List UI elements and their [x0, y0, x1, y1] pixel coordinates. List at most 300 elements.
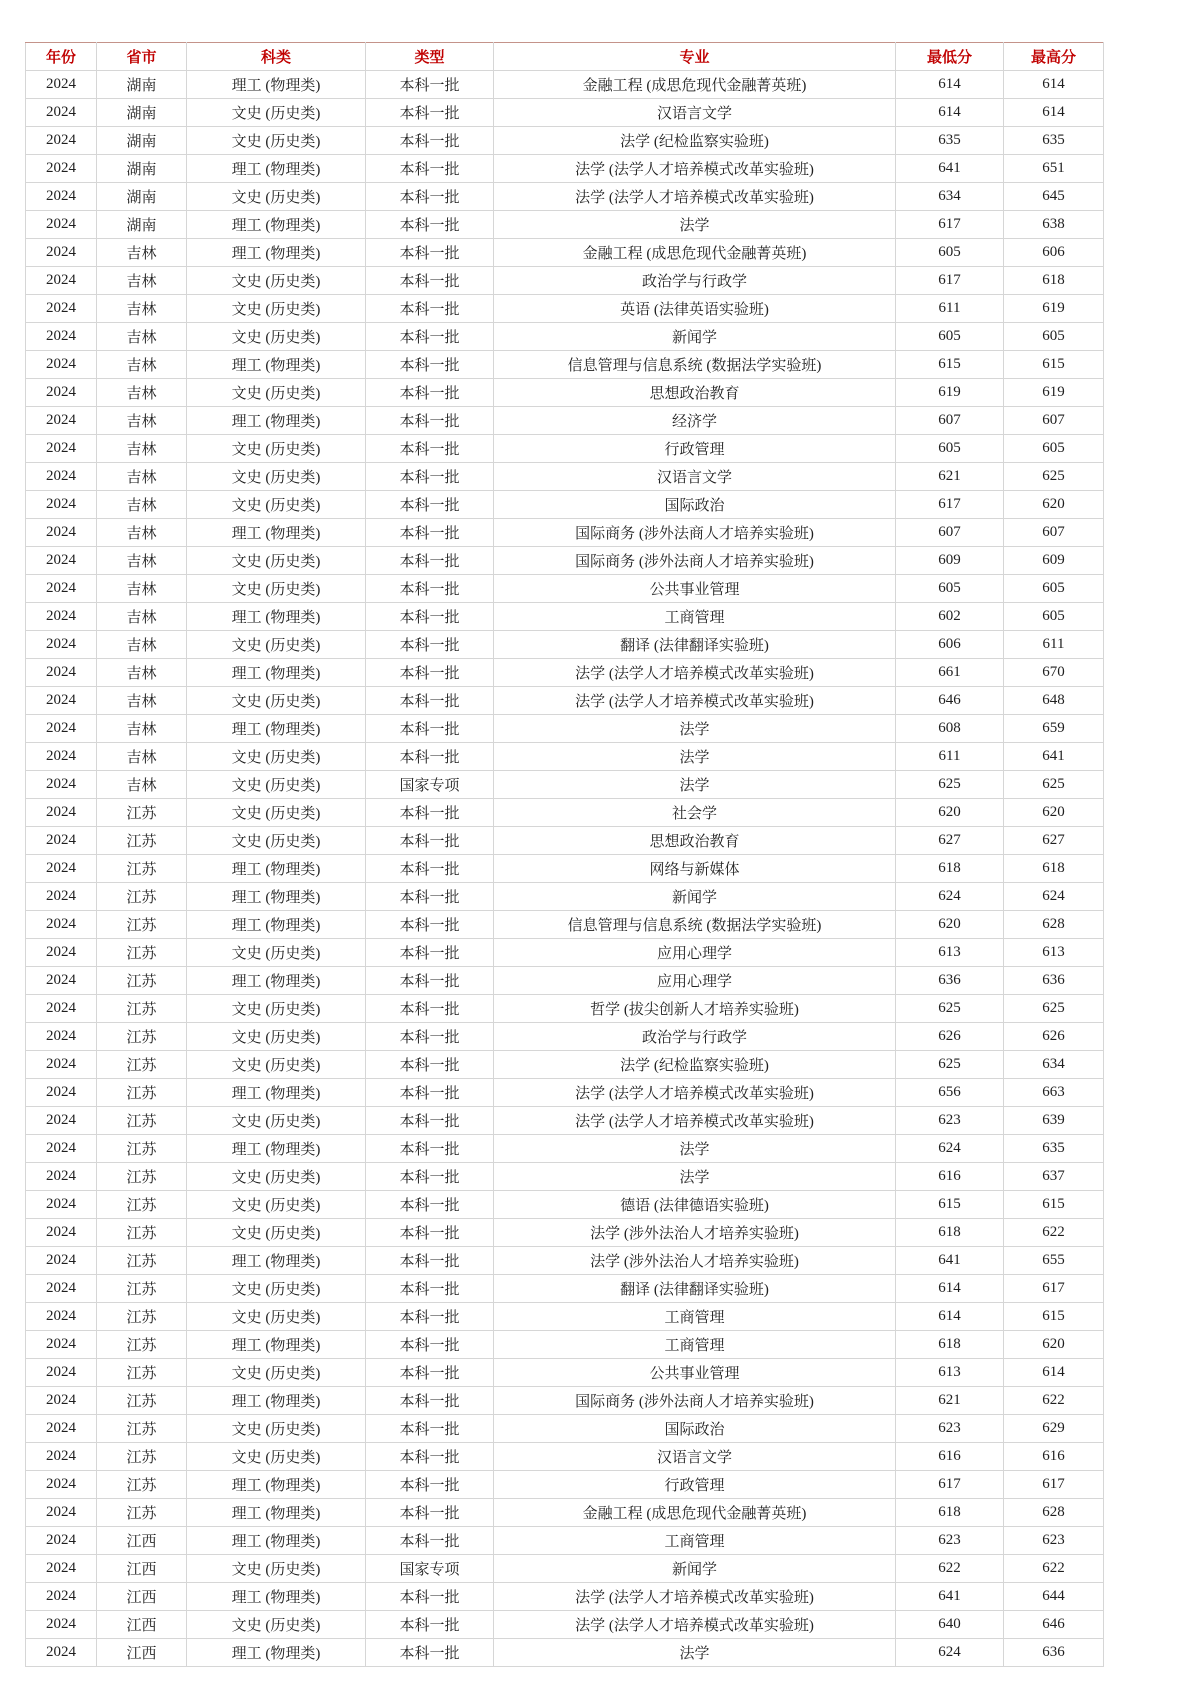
cell-province: 江苏: [97, 799, 187, 827]
cell-min-score: 622: [896, 1555, 1004, 1583]
cell-province: 江西: [97, 1639, 187, 1667]
cell-major: 法学 (法学人才培养模式改革实验班): [494, 183, 896, 211]
cell-category: 文史 (历史类): [187, 743, 366, 771]
cell-major: 法学: [494, 1639, 896, 1667]
cell-category: 文史 (历史类): [187, 323, 366, 351]
cell-batch-type: 本科一批: [366, 659, 494, 687]
table-row: [26, 1135, 1104, 1163]
cell-year: 2024: [26, 631, 97, 659]
cell-year: 2024: [26, 127, 97, 155]
cell-year: 2024: [26, 1135, 97, 1163]
cell-max-score: 627: [1004, 827, 1104, 855]
cell-category: 理工 (物理类): [187, 239, 366, 267]
cell-category: 文史 (历史类): [187, 379, 366, 407]
cell-batch-type: 本科一批: [366, 435, 494, 463]
cell-major: 行政管理: [494, 435, 896, 463]
cell-min-score: 611: [896, 295, 1004, 323]
cell-major: 法学: [494, 211, 896, 239]
table-row: [26, 1471, 1104, 1499]
cell-max-score: 616: [1004, 1443, 1104, 1471]
cell-major: 国际政治: [494, 491, 896, 519]
cell-category: 理工 (物理类): [187, 715, 366, 743]
table-row: [26, 1247, 1104, 1275]
table-row: [26, 1639, 1104, 1667]
cell-year: 2024: [26, 1331, 97, 1359]
cell-province: 江苏: [97, 1387, 187, 1415]
table-row: [26, 715, 1104, 743]
cell-major: 工商管理: [494, 603, 896, 631]
cell-major: 金融工程 (成思危现代金融菁英班): [494, 71, 896, 99]
cell-batch-type: 本科一批: [366, 295, 494, 323]
cell-category: 理工 (物理类): [187, 519, 366, 547]
table-row: [26, 743, 1104, 771]
cell-category: 文史 (历史类): [187, 631, 366, 659]
cell-year: 2024: [26, 687, 97, 715]
cell-year: 2024: [26, 1247, 97, 1275]
table-row: [26, 239, 1104, 267]
cell-max-score: 645: [1004, 183, 1104, 211]
table-row: [26, 491, 1104, 519]
cell-batch-type: 本科一批: [366, 491, 494, 519]
cell-year: 2024: [26, 1219, 97, 1247]
cell-category: 理工 (物理类): [187, 883, 366, 911]
cell-year: 2024: [26, 1527, 97, 1555]
table-row: [26, 1023, 1104, 1051]
cell-province: 江苏: [97, 1135, 187, 1163]
cell-major: 法学: [494, 771, 896, 799]
cell-year: 2024: [26, 1163, 97, 1191]
cell-year: 2024: [26, 295, 97, 323]
col-header-category: 科类: [187, 43, 366, 71]
cell-max-score: 663: [1004, 1079, 1104, 1107]
cell-year: 2024: [26, 1359, 97, 1387]
cell-major: 信息管理与信息系统 (数据法学实验班): [494, 911, 896, 939]
cell-min-score: 626: [896, 1023, 1004, 1051]
table-row: [26, 603, 1104, 631]
cell-category: 文史 (历史类): [187, 1303, 366, 1331]
cell-batch-type: 本科一批: [366, 715, 494, 743]
table-row: [26, 71, 1104, 99]
cell-major: 汉语言文学: [494, 463, 896, 491]
cell-batch-type: 本科一批: [366, 1303, 494, 1331]
cell-min-score: 624: [896, 1639, 1004, 1667]
cell-category: 文史 (历史类): [187, 1611, 366, 1639]
cell-major: 应用心理学: [494, 939, 896, 967]
cell-min-score: 618: [896, 855, 1004, 883]
cell-max-score: 659: [1004, 715, 1104, 743]
cell-year: 2024: [26, 267, 97, 295]
cell-major: 社会学: [494, 799, 896, 827]
cell-year: 2024: [26, 1051, 97, 1079]
cell-max-score: 622: [1004, 1387, 1104, 1415]
cell-province: 江苏: [97, 995, 187, 1023]
cell-batch-type: 本科一批: [366, 1079, 494, 1107]
cell-category: 理工 (物理类): [187, 1471, 366, 1499]
cell-min-score: 605: [896, 575, 1004, 603]
cell-min-score: 640: [896, 1611, 1004, 1639]
cell-year: 2024: [26, 491, 97, 519]
cell-year: 2024: [26, 407, 97, 435]
cell-min-score: 625: [896, 1051, 1004, 1079]
cell-major: 经济学: [494, 407, 896, 435]
cell-min-score: 620: [896, 799, 1004, 827]
cell-year: 2024: [26, 323, 97, 351]
cell-min-score: 618: [896, 1499, 1004, 1527]
cell-batch-type: 本科一批: [366, 99, 494, 127]
cell-min-score: 606: [896, 631, 1004, 659]
cell-province: 江苏: [97, 1499, 187, 1527]
cell-batch-type: 本科一批: [366, 407, 494, 435]
table-row: [26, 855, 1104, 883]
cell-min-score: 621: [896, 463, 1004, 491]
cell-major: 金融工程 (成思危现代金融菁英班): [494, 239, 896, 267]
cell-major: 行政管理: [494, 1471, 896, 1499]
cell-major: 公共事业管理: [494, 1359, 896, 1387]
cell-max-score: 641: [1004, 743, 1104, 771]
cell-province: 湖南: [97, 127, 187, 155]
cell-min-score: 661: [896, 659, 1004, 687]
table-row: [26, 1163, 1104, 1191]
cell-category: 理工 (物理类): [187, 659, 366, 687]
table-row: [26, 911, 1104, 939]
cell-min-score: 615: [896, 351, 1004, 379]
table-row: [26, 295, 1104, 323]
cell-max-score: 605: [1004, 435, 1104, 463]
col-header-major: 专业: [494, 43, 896, 71]
cell-batch-type: 国家专项: [366, 771, 494, 799]
cell-major: 法学: [494, 1163, 896, 1191]
cell-province: 湖南: [97, 99, 187, 127]
cell-batch-type: 本科一批: [366, 603, 494, 631]
cell-category: 文史 (历史类): [187, 547, 366, 575]
cell-year: 2024: [26, 883, 97, 911]
table-row: [26, 659, 1104, 687]
cell-province: 吉林: [97, 715, 187, 743]
cell-min-score: 641: [896, 1583, 1004, 1611]
table-row: [26, 1387, 1104, 1415]
cell-max-score: 618: [1004, 267, 1104, 295]
cell-category: 文史 (历史类): [187, 939, 366, 967]
cell-max-score: 620: [1004, 1331, 1104, 1359]
cell-province: 湖南: [97, 211, 187, 239]
cell-max-score: 624: [1004, 883, 1104, 911]
table-row: [26, 631, 1104, 659]
cell-batch-type: 本科一批: [366, 71, 494, 99]
cell-category: 文史 (历史类): [187, 771, 366, 799]
cell-major: 国际商务 (涉外法商人才培养实验班): [494, 1387, 896, 1415]
cell-province: 江苏: [97, 827, 187, 855]
table-header-row: [26, 43, 1104, 71]
cell-min-score: 623: [896, 1415, 1004, 1443]
cell-year: 2024: [26, 575, 97, 603]
cell-max-score: 648: [1004, 687, 1104, 715]
cell-max-score: 622: [1004, 1219, 1104, 1247]
cell-category: 理工 (物理类): [187, 1331, 366, 1359]
cell-year: 2024: [26, 351, 97, 379]
cell-batch-type: 本科一批: [366, 323, 494, 351]
cell-batch-type: 本科一批: [366, 463, 494, 491]
table-row: [26, 771, 1104, 799]
cell-min-score: 620: [896, 911, 1004, 939]
cell-category: 理工 (物理类): [187, 1247, 366, 1275]
cell-batch-type: 本科一批: [366, 1415, 494, 1443]
cell-max-score: 611: [1004, 631, 1104, 659]
cell-max-score: 620: [1004, 799, 1104, 827]
cell-batch-type: 本科一批: [366, 911, 494, 939]
cell-year: 2024: [26, 827, 97, 855]
cell-major: 翻译 (法律翻译实验班): [494, 1275, 896, 1303]
cell-province: 江苏: [97, 855, 187, 883]
cell-year: 2024: [26, 799, 97, 827]
cell-year: 2024: [26, 1415, 97, 1443]
table-row: [26, 519, 1104, 547]
table-header: [26, 43, 1104, 71]
cell-province: 吉林: [97, 379, 187, 407]
table-row: [26, 127, 1104, 155]
cell-year: 2024: [26, 603, 97, 631]
cell-province: 吉林: [97, 491, 187, 519]
cell-min-score: 634: [896, 183, 1004, 211]
cell-province: 吉林: [97, 407, 187, 435]
cell-min-score: 627: [896, 827, 1004, 855]
cell-major: 工商管理: [494, 1331, 896, 1359]
cell-min-score: 625: [896, 771, 1004, 799]
cell-batch-type: 本科一批: [366, 127, 494, 155]
cell-category: 理工 (物理类): [187, 71, 366, 99]
cell-min-score: 617: [896, 491, 1004, 519]
table-row: [26, 155, 1104, 183]
table-row: [26, 799, 1104, 827]
cell-max-score: 619: [1004, 295, 1104, 323]
cell-year: 2024: [26, 547, 97, 575]
cell-min-score: 617: [896, 211, 1004, 239]
cell-batch-type: 本科一批: [366, 1527, 494, 1555]
cell-category: 文史 (历史类): [187, 1163, 366, 1191]
cell-province: 吉林: [97, 687, 187, 715]
cell-min-score: 613: [896, 1359, 1004, 1387]
cell-category: 文史 (历史类): [187, 1415, 366, 1443]
cell-max-score: 655: [1004, 1247, 1104, 1275]
cell-major: 国际政治: [494, 1415, 896, 1443]
cell-year: 2024: [26, 743, 97, 771]
cell-category: 文史 (历史类): [187, 1051, 366, 1079]
cell-category: 文史 (历史类): [187, 127, 366, 155]
cell-major: 法学 (法学人才培养模式改革实验班): [494, 659, 896, 687]
cell-batch-type: 本科一批: [366, 1247, 494, 1275]
cell-category: 文史 (历史类): [187, 995, 366, 1023]
cell-year: 2024: [26, 1275, 97, 1303]
cell-batch-type: 本科一批: [366, 519, 494, 547]
cell-max-score: 638: [1004, 211, 1104, 239]
cell-province: 江苏: [97, 1443, 187, 1471]
cell-min-score: 605: [896, 323, 1004, 351]
cell-major: 法学 (法学人才培养模式改革实验班): [494, 1079, 896, 1107]
cell-year: 2024: [26, 1387, 97, 1415]
cell-category: 文史 (历史类): [187, 1107, 366, 1135]
cell-min-score: 618: [896, 1219, 1004, 1247]
cell-major: 法学 (法学人才培养模式改革实验班): [494, 687, 896, 715]
cell-province: 湖南: [97, 155, 187, 183]
cell-category: 文史 (历史类): [187, 1275, 366, 1303]
table-row: [26, 379, 1104, 407]
cell-province: 吉林: [97, 631, 187, 659]
table-row: [26, 435, 1104, 463]
cell-batch-type: 本科一批: [366, 267, 494, 295]
cell-category: 文史 (历史类): [187, 1191, 366, 1219]
cell-min-score: 616: [896, 1443, 1004, 1471]
cell-year: 2024: [26, 239, 97, 267]
cell-max-score: 609: [1004, 547, 1104, 575]
table-row: [26, 267, 1104, 295]
table-row: [26, 99, 1104, 127]
cell-category: 文史 (历史类): [187, 575, 366, 603]
cell-batch-type: 本科一批: [366, 547, 494, 575]
cell-category: 理工 (物理类): [187, 211, 366, 239]
cell-province: 吉林: [97, 743, 187, 771]
cell-province: 吉林: [97, 547, 187, 575]
cell-category: 文史 (历史类): [187, 1219, 366, 1247]
cell-max-score: 635: [1004, 1135, 1104, 1163]
cell-category: 理工 (物理类): [187, 407, 366, 435]
cell-max-score: 618: [1004, 855, 1104, 883]
cell-batch-type: 本科一批: [366, 855, 494, 883]
cell-max-score: 605: [1004, 603, 1104, 631]
cell-min-score: 614: [896, 99, 1004, 127]
cell-batch-type: 本科一批: [366, 1583, 494, 1611]
cell-max-score: 651: [1004, 155, 1104, 183]
cell-year: 2024: [26, 659, 97, 687]
cell-category: 理工 (物理类): [187, 155, 366, 183]
cell-max-score: 670: [1004, 659, 1104, 687]
cell-batch-type: 本科一批: [366, 1611, 494, 1639]
cell-major: 政治学与行政学: [494, 267, 896, 295]
cell-province: 江苏: [97, 1023, 187, 1051]
cell-province: 江苏: [97, 1219, 187, 1247]
cell-min-score: 641: [896, 155, 1004, 183]
cell-major: 信息管理与信息系统 (数据法学实验班): [494, 351, 896, 379]
cell-major: 英语 (法律英语实验班): [494, 295, 896, 323]
cell-min-score: 615: [896, 1191, 1004, 1219]
cell-province: 江苏: [97, 967, 187, 995]
cell-year: 2024: [26, 211, 97, 239]
cell-max-score: 637: [1004, 1163, 1104, 1191]
cell-category: 文史 (历史类): [187, 463, 366, 491]
cell-max-score: 626: [1004, 1023, 1104, 1051]
cell-max-score: 622: [1004, 1555, 1104, 1583]
table-body: [26, 71, 1104, 1667]
cell-year: 2024: [26, 1639, 97, 1667]
admission-scores-table-container: [25, 42, 1104, 1667]
cell-min-score: 624: [896, 883, 1004, 911]
cell-major: 法学: [494, 743, 896, 771]
cell-major: 政治学与行政学: [494, 1023, 896, 1051]
col-header-max-score: 最高分: [1004, 43, 1104, 71]
cell-min-score: 605: [896, 239, 1004, 267]
table-row: [26, 1359, 1104, 1387]
cell-category: 文史 (历史类): [187, 1555, 366, 1583]
cell-category: 理工 (物理类): [187, 603, 366, 631]
cell-batch-type: 本科一批: [366, 631, 494, 659]
cell-province: 湖南: [97, 71, 187, 99]
cell-min-score: 602: [896, 603, 1004, 631]
cell-batch-type: 本科一批: [366, 827, 494, 855]
table-row: [26, 1555, 1104, 1583]
table-row: [26, 1331, 1104, 1359]
cell-major: 国际商务 (涉外法商人才培养实验班): [494, 519, 896, 547]
cell-category: 文史 (历史类): [187, 491, 366, 519]
cell-category: 文史 (历史类): [187, 99, 366, 127]
cell-year: 2024: [26, 1471, 97, 1499]
cell-min-score: 621: [896, 1387, 1004, 1415]
cell-major: 法学 (法学人才培养模式改革实验班): [494, 1107, 896, 1135]
cell-batch-type: 本科一批: [366, 743, 494, 771]
cell-max-score: 607: [1004, 519, 1104, 547]
cell-max-score: 625: [1004, 995, 1104, 1023]
cell-major: 哲学 (拔尖创新人才培养实验班): [494, 995, 896, 1023]
cell-max-score: 628: [1004, 1499, 1104, 1527]
table-row: [26, 1527, 1104, 1555]
cell-province: 江西: [97, 1583, 187, 1611]
cell-min-score: 614: [896, 71, 1004, 99]
table-row: [26, 1499, 1104, 1527]
cell-year: 2024: [26, 1499, 97, 1527]
cell-max-score: 646: [1004, 1611, 1104, 1639]
cell-province: 湖南: [97, 183, 187, 211]
table-row: [26, 1303, 1104, 1331]
cell-category: 文史 (历史类): [187, 295, 366, 323]
cell-province: 吉林: [97, 519, 187, 547]
table-row: [26, 1107, 1104, 1135]
cell-province: 江苏: [97, 1247, 187, 1275]
cell-major: 法学 (纪检监察实验班): [494, 127, 896, 155]
cell-min-score: 617: [896, 267, 1004, 295]
table-row: [26, 1415, 1104, 1443]
table-row: [26, 967, 1104, 995]
cell-major: 法学 (法学人才培养模式改革实验班): [494, 1583, 896, 1611]
cell-province: 江西: [97, 1527, 187, 1555]
cell-province: 吉林: [97, 603, 187, 631]
cell-batch-type: 本科一批: [366, 1387, 494, 1415]
cell-batch-type: 本科一批: [366, 1051, 494, 1079]
table-row: [26, 1275, 1104, 1303]
cell-batch-type: 本科一批: [366, 351, 494, 379]
cell-max-score: 613: [1004, 939, 1104, 967]
cell-province: 江苏: [97, 1331, 187, 1359]
cell-min-score: 614: [896, 1303, 1004, 1331]
cell-year: 2024: [26, 715, 97, 743]
cell-batch-type: 本科一批: [366, 687, 494, 715]
cell-category: 文史 (历史类): [187, 267, 366, 295]
cell-batch-type: 本科一批: [366, 183, 494, 211]
cell-max-score: 615: [1004, 1303, 1104, 1331]
cell-province: 江苏: [97, 1163, 187, 1191]
col-header-batch-type: 类型: [366, 43, 494, 71]
cell-category: 理工 (物理类): [187, 855, 366, 883]
cell-year: 2024: [26, 1023, 97, 1051]
cell-max-score: 614: [1004, 1359, 1104, 1387]
cell-batch-type: 本科一批: [366, 1359, 494, 1387]
table-row: [26, 883, 1104, 911]
cell-max-score: 605: [1004, 323, 1104, 351]
table-row: [26, 1611, 1104, 1639]
cell-year: 2024: [26, 939, 97, 967]
cell-major: 思想政治教育: [494, 379, 896, 407]
cell-major: 工商管理: [494, 1303, 896, 1331]
cell-year: 2024: [26, 1191, 97, 1219]
cell-province: 江苏: [97, 1191, 187, 1219]
cell-major: 法学 (涉外法治人才培养实验班): [494, 1247, 896, 1275]
cell-batch-type: 本科一批: [366, 1443, 494, 1471]
